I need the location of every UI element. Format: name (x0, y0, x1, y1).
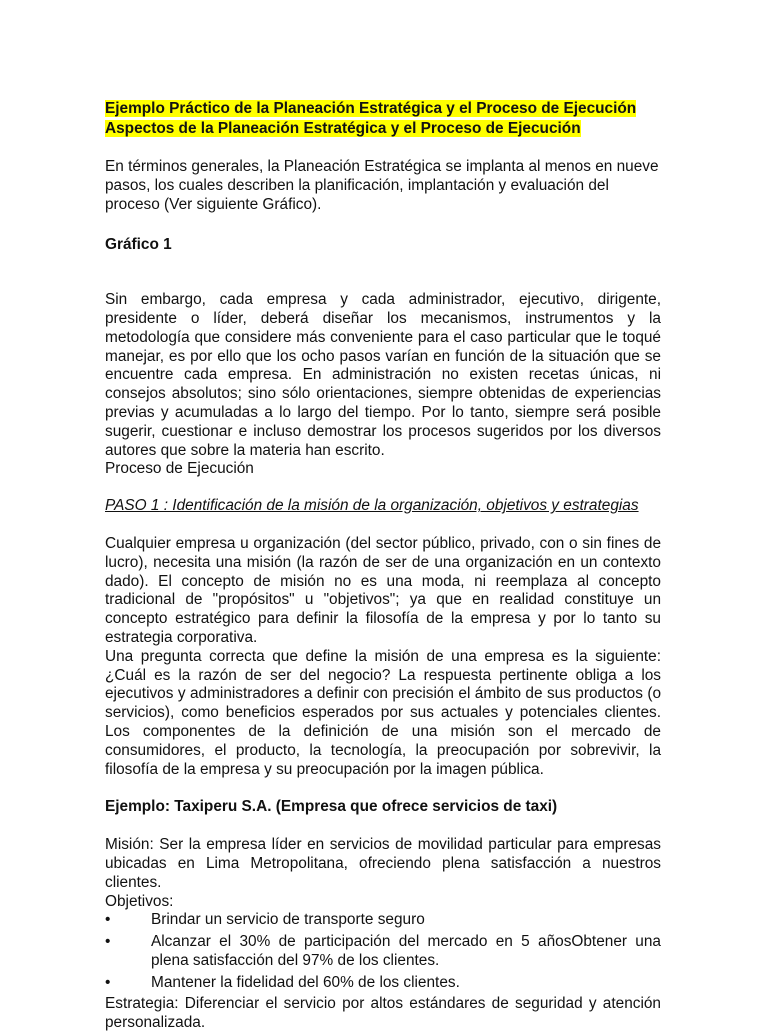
document-page (105, 99, 661, 1033)
document-heading (105, 99, 661, 139)
mision-text: Misión: Ser la empresa líder en servicios de movilidad particular para empresas ubicadas en Lima Metropolitana, ofreciendo plena satisfacción a nuestros clientes. (105, 836, 661, 891)
objetivo-text: Alcanzar el 30% de participación del mercado en 5 añosObtener una plena satisfacción del 97% de los clientes. (151, 933, 661, 969)
paso-title: : Identificación de la misión de la organización, objetivos y estrategias (159, 497, 639, 515)
body-paragraph: Sin embargo, cada empresa y cada administrador, ejecutivo, dirigente, presidente o líder, deberá diseñar los mecanismos, instrumentos y la metodología que considere más conveniente para el caso particular que le toqué manejar, es por ello que los ocho pasos varían en función de la situación que se encuentre cada empresa. En administración no existen recetas únicas, ni consejos absolutos; sino sólo orientaciones, siempre obtenidas de experiencias previas y acumuladas a lo largo del tiempo. Por lo tanto, siempre será posible sugerir, cuestionar e incluso demostrar los procesos sugeridos por los diversos autores que sobre la materia han escrito. (105, 291, 661, 459)
objetivos-label: Objetivos: (105, 892, 174, 910)
heading-line-2: Aspectos de la Planeación Estratégica y el Proceso de Ejecución (105, 120, 581, 137)
heading-line-1: Ejemplo Práctico de la Planeación Estratégica y el Proceso de Ejecución (105, 100, 637, 117)
objetivo-text: Brindar un servicio de transporte seguro (151, 911, 425, 929)
objetivos-list (105, 911, 661, 992)
mission-paragraph-2: Una pregunta correcta que define la misión de una empresa es la siguiente: ¿Cuál es la razón de ser del negocio? La respuesta pertinente obliga a los ejecutivos y administradores a definir con precisión el ámbito de sus productos (o servicios), como beneficios esperados por sus actuales y potenciales clientes. Los componentes de la definición de una misión son el mercado de consumidores, el producto, la tecnología, la preocupación por sobrevivir, la filosofía de la empresa y su preocupación por la imagen pública. (105, 647, 661, 778)
grafico-label: Gráfico 1 (105, 236, 172, 254)
intro-paragraph: En términos generales, la Planeación Estratégica se implanta al menos en nueve pasos, los cuales describen la planificación, implantación y evaluación del proceso (Ver siguiente Gráfico). (105, 158, 659, 213)
bullet-icon: • (105, 911, 111, 929)
paso-heading (105, 497, 661, 516)
objetivo-item (105, 974, 661, 993)
paso-label: PASO 1 (105, 497, 160, 515)
example-heading: Ejemplo: Taxiperu S.A. (Empresa que ofrece servicios de taxi) (105, 798, 558, 816)
mission-paragraph-1: Cualquier empresa u organización (del sector público, privado, con o sin fines de lucro), necesita una misión (la razón de ser de una organización en un contexto dado). El concepto de misión no es una moda, ni reemplaza al concepto tradicional de "propósitos" u "objetivos"; ya que en realidad constituye un concepto estratégico para definir la filosofía de la empresa y por lo tanto su estrategia corporativa. (105, 534, 661, 646)
objetivo-text: Mantener la fidelidad del 60% de los clientes. (151, 973, 460, 991)
proceso-label: Proceso de Ejecución (105, 460, 254, 478)
bullet-icon: • (105, 973, 111, 991)
objetivo-item (105, 911, 661, 930)
bullet-icon: • (105, 933, 111, 951)
estrategia-paragraph: Estrategia: Diferenciar el servicio por altos estándares de seguridad y atención personalizada. (105, 995, 661, 1032)
objetivo-item (105, 933, 661, 971)
